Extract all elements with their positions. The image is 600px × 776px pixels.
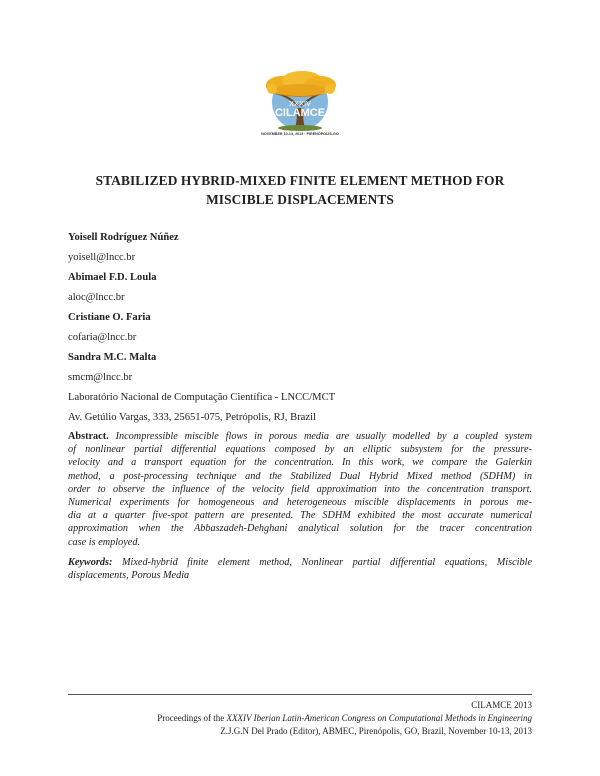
logo-caption: NOVEMBER 10-13, 2013 · PIRENÓPOLIS-GO [261,132,339,136]
abstract-line: Numerical experiments for homogeneous and heterogeneous miscible displacements in porous me- [68,497,532,509]
keywords-line: Keywords: Mixed-hybrid finite element method, Nonlinear partial differential equations, Miscible [68,556,532,568]
author-email: yoisell@lncc.br [68,252,136,263]
affiliation-institution: Laboratório Nacional de Computação Científica - LNCC/MCT [68,392,336,403]
paper-title [60,171,540,209]
abstract-line: order to observe the influence of the velocity field approximation into the concentration transport. [68,483,532,495]
keywords-label: Keywords: [68,556,113,568]
abstract-line: method, a post-processing technique and the Stabilized Dual Hybrid Mixed method (SDHM) in [68,470,532,482]
conference-logo [252,66,348,138]
abstract-label: Abstract. [68,431,109,442]
abstract-line: dia at a quarter five-spot pattern are presented. The SDHM exhibited the most accurate numerical [68,510,532,522]
cilamce-tree-logo [252,66,348,138]
abstract-line: approximation when the Abbaszadeh-Dehghani analytical solution for the tracer concentration [68,523,532,535]
footer-conference: CILAMCE 2013 [471,700,532,710]
title-line-2: MISCIBLE DISPLACEMENTS [206,192,394,207]
abstract-line: of nonlinear partial differential equations composed by an elliptic subsystem for the pressure- [68,444,532,456]
author-email: smcm@lncc.br [68,372,133,383]
affiliation-address: Av. Getúlio Vargas, 333, 25651-075, Petrópolis, RJ, Brazil [68,412,316,423]
abstract-line: case is employed. [68,536,141,548]
author-email: aloc@lncc.br [68,292,125,303]
abstract-line: velocity and a transport equation for the concentration. In this work, we compare the Galerkin [68,457,532,469]
logo-foliage [266,71,336,97]
author-email: cofaria@lncc.br [68,332,137,343]
author-name: Cristiane O. Faria [68,312,151,323]
logo-brand: CILAMCE [274,107,326,119]
abstract-line: Abstract. Incompressible miscible flows in porous media are usually modelled by a coupled system [68,431,532,442]
logo-ground [278,125,322,131]
keywords-line: displacements, Porous Media [68,570,190,582]
footer-proceedings: Proceedings of the XXXIV Iberian Latin-American Congress on Computational Methods in Engineering [157,713,532,723]
logo-name: XXXIV [288,99,312,108]
title-line-1: STABILIZED HYBRID-MIXED FINITE ELEMENT METHOD FOR [95,173,505,188]
footer-rule [68,694,532,695]
author-name: Sandra M.C. Malta [68,352,157,363]
footer-proceedings-title: XXXIV Iberian Latin-American Congress on Computational Methods in Engineering [226,713,532,723]
author-name: Abimael F.D. Loula [68,272,157,283]
author-name: Yoisell Rodríguez Núñez [68,232,179,243]
abstract-section [68,430,532,582]
footer-editor-line: Z.J.G.N Del Prado (Editor), ABMEC, Pirenópolis, GO, Brazil, November 10-13, 2013 [220,726,532,736]
